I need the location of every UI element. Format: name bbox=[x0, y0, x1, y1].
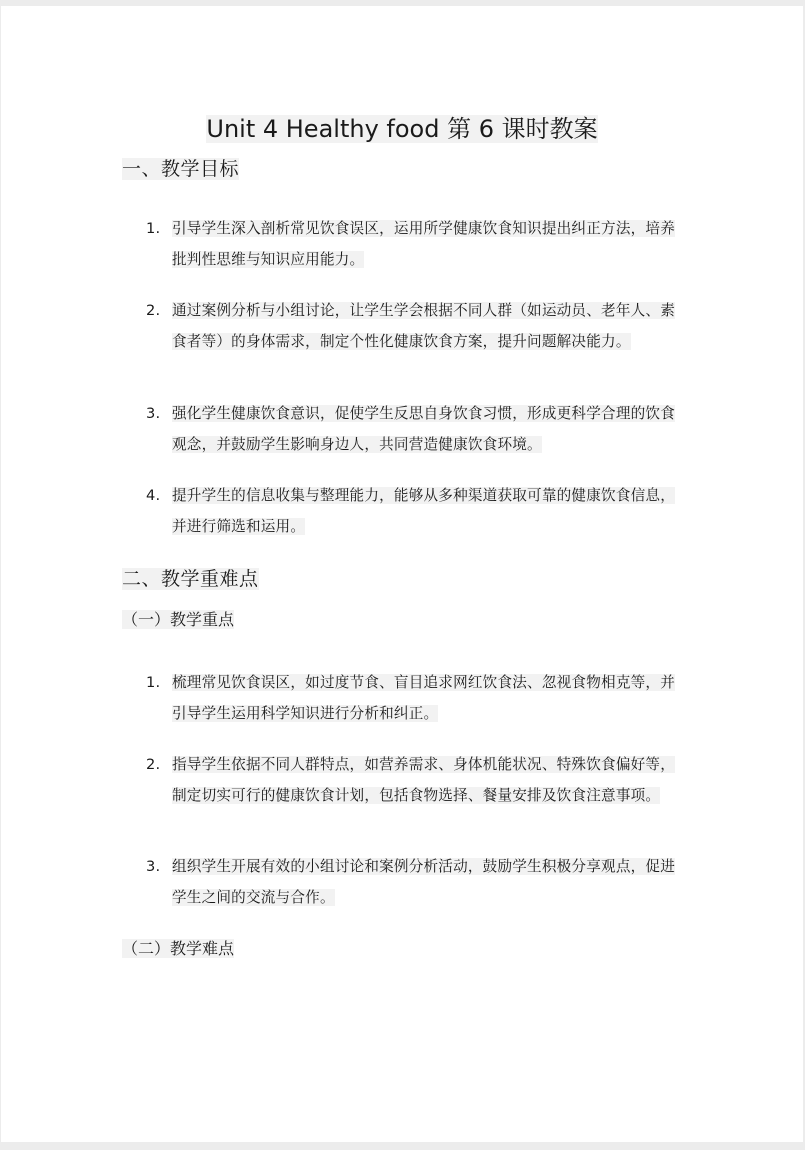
list-item-number: 3. bbox=[146, 858, 161, 875]
list-item-number: 1. bbox=[146, 674, 161, 691]
list-item bbox=[146, 398, 681, 460]
list-item-text: 梳理常见饮食误区，如过度节食、盲目追求网红饮食法、忽视食物相克等，并引导学生运用科学知识进行分析和纠正。 bbox=[172, 674, 675, 722]
list-item-text: 通过案例分析与小组讨论，让学生学会根据不同人群（如运动员、老年人、素食者等）的身体需求，制定个性化健康饮食方案，提升问题解决能力。 bbox=[172, 302, 675, 350]
list-item-number: 2. bbox=[146, 302, 161, 319]
subsection-heading-focus bbox=[122, 607, 234, 633]
section-heading-text: 一、教学目标 bbox=[122, 158, 240, 180]
list-item bbox=[146, 749, 681, 811]
section-heading-objectives bbox=[122, 154, 239, 184]
document-page bbox=[1, 6, 803, 1142]
list-item bbox=[146, 295, 681, 357]
list-item-number: 4. bbox=[146, 487, 161, 504]
page-title bbox=[1, 110, 803, 148]
list-item-number: 2. bbox=[146, 756, 161, 773]
title-text: Unit 4 Healthy food 第 6 课时教案 bbox=[206, 115, 598, 143]
subsection-heading-text: （一）教学重点 bbox=[122, 610, 235, 629]
section-heading-text: 二、教学重难点 bbox=[122, 568, 259, 590]
list-item-text: 提升学生的信息收集与整理能力，能够从多种渠道获取可靠的健康饮食信息，并进行筛选和运用。 bbox=[172, 487, 675, 535]
list-item-text: 组织学生开展有效的小组讨论和案例分析活动，鼓励学生积极分享观点，促进学生之间的交流与合作。 bbox=[172, 858, 675, 906]
subsection-heading-difficulty bbox=[122, 936, 234, 962]
list-item-number: 1. bbox=[146, 220, 161, 237]
list-item bbox=[146, 667, 681, 729]
list-item-text: 强化学生健康饮食意识，促使学生反思自身饮食习惯，形成更科学合理的饮食观念，并鼓励学生影响身边人，共同营造健康饮食环境。 bbox=[172, 405, 675, 453]
list-item bbox=[146, 480, 681, 542]
list-item-number: 3. bbox=[146, 405, 161, 422]
section-heading-key-points bbox=[122, 564, 259, 594]
subsection-heading-text: （二）教学难点 bbox=[122, 939, 235, 958]
list-item-text: 指导学生依据不同人群特点，如营养需求、身体机能状况、特殊饮食偏好等，制定切实可行的健康饮食计划，包括食物选择、餐量安排及饮食注意事项。 bbox=[172, 756, 675, 804]
list-item-text: 引导学生深入剖析常见饮食误区，运用所学健康饮食知识提出纠正方法，培养批判性思维与知识应用能力。 bbox=[172, 220, 675, 268]
list-item bbox=[146, 851, 681, 913]
list-item bbox=[146, 213, 681, 275]
